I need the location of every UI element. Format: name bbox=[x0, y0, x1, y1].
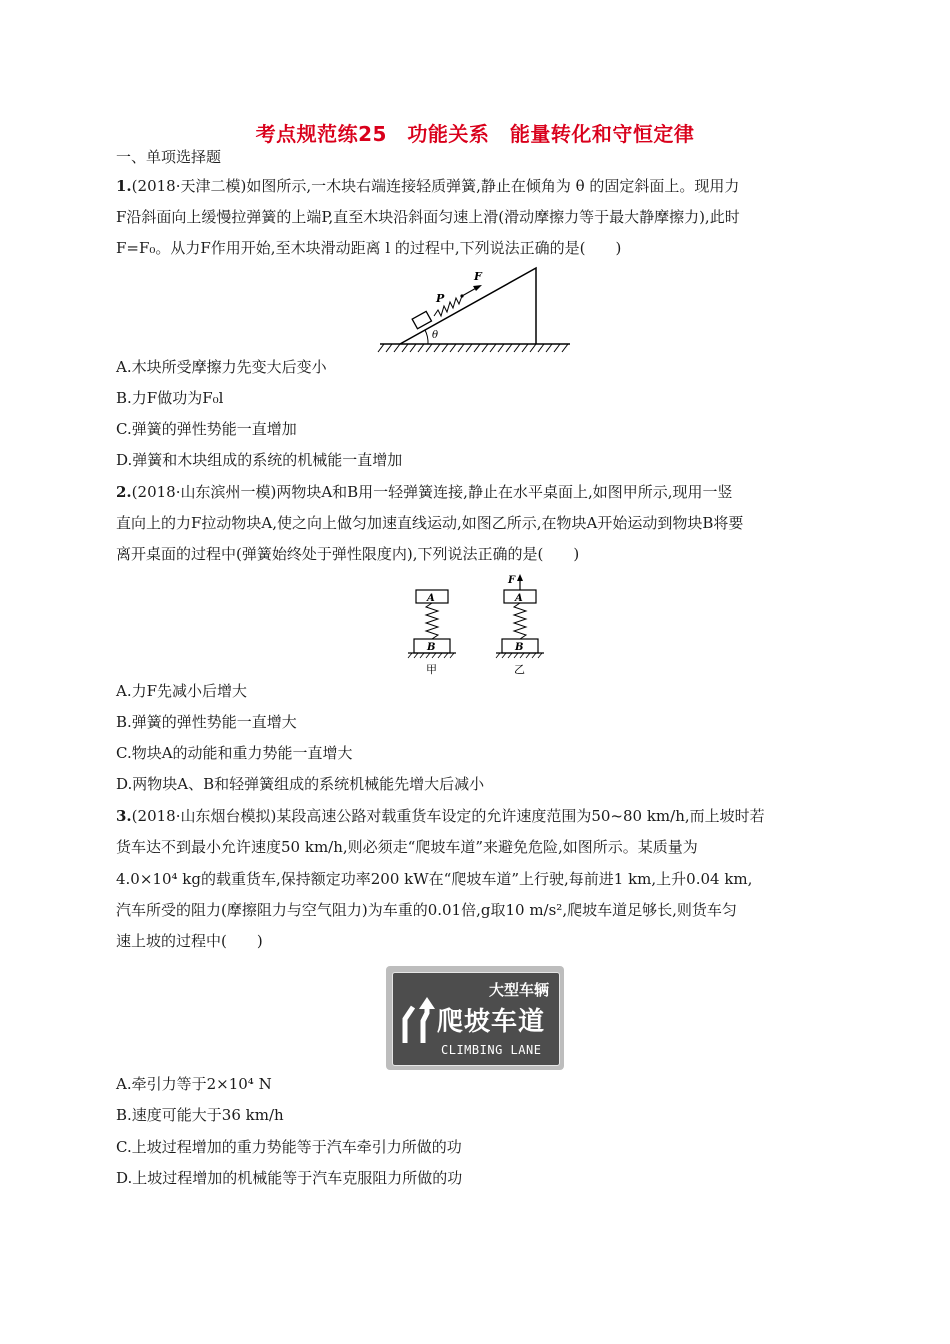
yi-label-a: A bbox=[515, 593, 523, 604]
label-theta: θ bbox=[432, 330, 439, 341]
sign-english-text: CLIMBING LANE bbox=[441, 1043, 542, 1057]
q2-option-c: C.物块A的动能和重力势能一直增大 bbox=[116, 744, 353, 762]
sign-main-text: 爬坡车道 bbox=[437, 1007, 546, 1037]
q3-option-b: B.速度可能大于36 km/h bbox=[116, 1106, 284, 1124]
q2-line-3: 离开桌面的过程中(弹簧始终处于弹性限度内),下列说法正确的是( ) bbox=[116, 545, 580, 563]
jia-label-a: A bbox=[427, 593, 435, 604]
q3-line-5: 速上坡的过程中( ) bbox=[116, 932, 263, 950]
climbing-lane-sign bbox=[386, 966, 564, 1070]
label-f: F bbox=[474, 270, 482, 283]
wood-block bbox=[412, 311, 431, 328]
q3-line-2: 货车达不到最小允许速度50 km/h,则必须走“爬坡车道”来避免危险,如图所示。某质量为 bbox=[116, 838, 698, 856]
q1-line-1: 1.(2018·天津二模)如图所示,一木块右端连接轻质弹簧,静止在倾角为 θ 的固定斜面上。现用力 bbox=[116, 177, 740, 195]
q2-line-1: 2.(2018·山东滨州一模)两物块A和B用一轻弹簧连接,静止在水平桌面上,如图甲所示,现用一竖 bbox=[116, 483, 733, 501]
q3-option-d: D.上坡过程增加的机械能等于汽车克服阻力所做的功 bbox=[116, 1169, 463, 1187]
q3-number: 3. bbox=[116, 807, 132, 825]
q1-option-a: A.木块所受摩擦力先变大后变小 bbox=[116, 358, 327, 376]
lane-arrow-icon bbox=[399, 995, 437, 1045]
q2-option-b: B.弹簧的弹性势能一直增大 bbox=[116, 713, 297, 731]
page-title: 考点规范练25 功能关系 能量转化和守恒定律 bbox=[255, 122, 695, 146]
yi-label-b: B bbox=[515, 642, 524, 653]
q1-line-2: F沿斜面向上缓慢拉弹簧的上端P,直至木块沿斜面匀速上滑(滑动摩擦力等于最大静摩擦力),此时 bbox=[116, 208, 740, 226]
q1-number: 1. bbox=[116, 177, 132, 195]
q3-line-4: 汽车所受的阻力(摩擦阻力与空气阻力)为车重的0.01倍,g取10 m/s²,爬坡车道足够长,则货车匀 bbox=[116, 901, 737, 919]
q2-option-a: A.力F先减小后增大 bbox=[116, 682, 248, 700]
section-heading: 一、单项选择题 bbox=[116, 148, 222, 166]
q2-option-d: D.两物块A、B和轻弹簧组成的系统机械能先增大后减小 bbox=[116, 775, 485, 793]
q1-option-d: D.弹簧和木块组成的系统的机械能一直增加 bbox=[116, 451, 403, 469]
sign-top-text: 大型车辆 bbox=[488, 981, 549, 999]
label-jia: 甲 bbox=[426, 663, 437, 676]
q1-option-b: B.力F做功为F₀l bbox=[116, 389, 224, 407]
q1-line-3: F=F₀。从力F作用开始,至木块滑动距离 l 的过程中,下列说法正确的是( ) bbox=[116, 239, 622, 257]
q2-line-2: 直向上的力F拉动物块A,使之向上做匀加速直线运动,如图乙所示,在物块A开始运动到物块B将要 bbox=[116, 514, 744, 532]
q1-option-c: C.弹簧的弹性势能一直增加 bbox=[116, 420, 297, 438]
q3-option-a: A.牵引力等于2×10⁴ N bbox=[116, 1075, 272, 1093]
label-p: P bbox=[436, 292, 445, 305]
q3-line-1: 3.(2018·山东烟台模拟)某段高速公路对载重货车设定的允许速度范围为50~80 km/h,而上坡时若 bbox=[116, 807, 765, 825]
q3-option-c: C.上坡过程增加的重力势能等于汽车牵引力所做的功 bbox=[116, 1138, 462, 1156]
incline-figure bbox=[376, 266, 572, 356]
spring-blocks-figure bbox=[408, 572, 544, 678]
q2-number: 2. bbox=[116, 483, 132, 501]
yi-label-f: F bbox=[508, 575, 516, 586]
label-yi: 乙 bbox=[514, 663, 525, 676]
q3-line-3: 4.0×10⁴ kg的载重货车,保持额定功率200 kW在“爬坡车道”上行驶,每前进1 km,上升0.04 km, bbox=[116, 870, 753, 888]
jia-label-b: B bbox=[427, 642, 436, 653]
